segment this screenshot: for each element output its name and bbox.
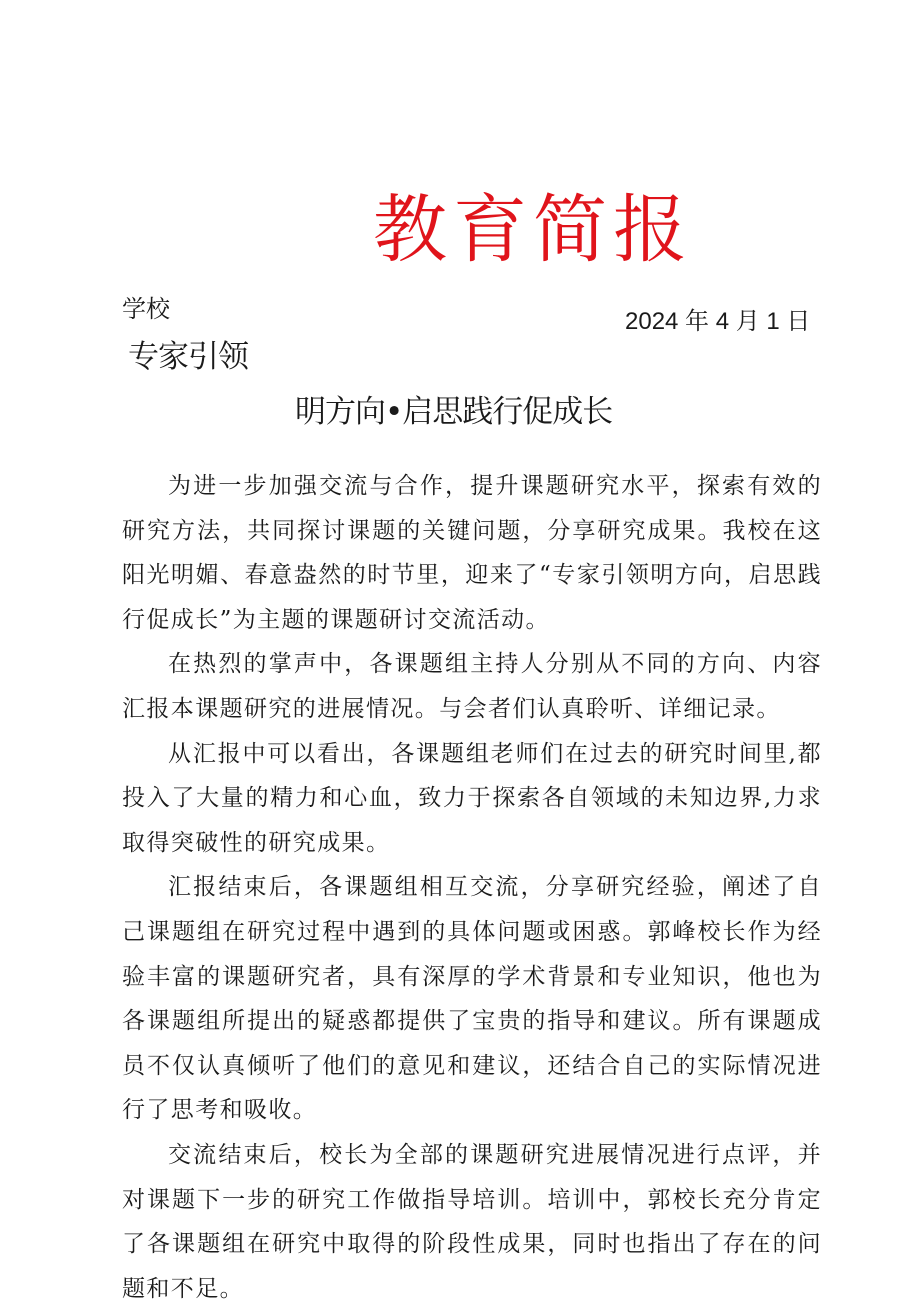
paragraph-intro: 为进一步加强交流与合作，提升课题研究水平，探索有效的研究方法，共同探讨课题的关键问题，分享研究成果。我校在这阳光明媚、春意盎然的时节里，迎来了“专家引领明方向，启思践行促成长”为主题的课题研讨交流活动。 — [122, 473, 822, 633]
paragraph-exchange: 汇报结束后，各课题组相互交流，分享研究经验，阐述了自己课题组在研究过程中遇到的具体问题或困惑。郭峰校长作为经验丰富的课题研究者，具有深厚的学术背景和专业知识，他也为各课题组所提出的疑惑都提供了宝贵的指导和建议。所有课题成员不仅认真倾听了他们的意见和建议，还结合自己的实际情况进行了思考和吸收。 — [122, 874, 822, 1124]
issue-date: 2024 年 4 月 1 日 — [625, 308, 811, 335]
newsletter-masthead: 教育简报 — [373, 187, 693, 273]
paragraph-review: 交流结束后，校长为全部的课题研究进展情况进行点评，并对课题下一步的研究工作做指导培训。培训中，郭校长充分肯定了各课题组在研究中取得的阶段性成果，同时也指出了存在的问题和不足。 — [122, 1141, 822, 1302]
paragraph-reports: 在热烈的掌声中，各课题组主持人分别从不同的方向、内容汇报本课题研究的进展情况。与会者们认真聆听、详细记录。 — [122, 651, 822, 722]
school-label: 学校 — [122, 295, 170, 323]
paragraph-effort: 从汇报中可以看出，各课题组老师们在过去的研究时间里,都投入了大量的精力和心血，致力于探索各自领域的未知边界,力求取得突破性的研究成果。 — [122, 740, 822, 856]
headline-line-2: 明方向•启思践行促成长 — [295, 394, 613, 430]
article-body — [122, 464, 822, 1311]
headline-line-1: 专家引领 — [128, 339, 248, 375]
